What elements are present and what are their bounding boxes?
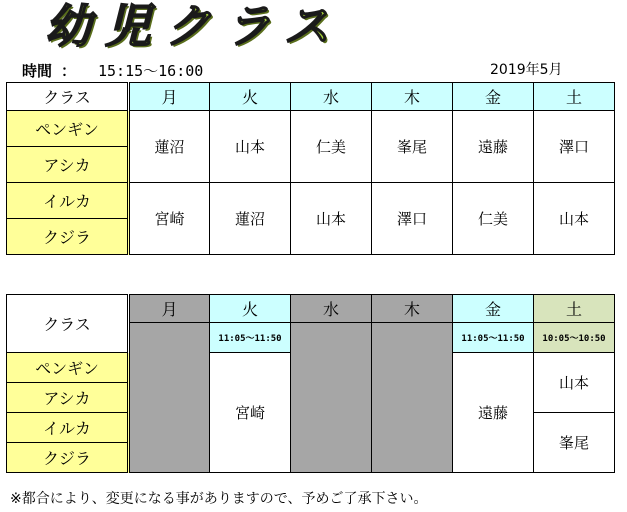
- class-header: クラス: [7, 83, 129, 111]
- time-fri: 11:05〜11:50: [453, 323, 534, 353]
- time-label: 時間 ：: [22, 62, 77, 80]
- teacher-cell: 山本: [291, 183, 372, 255]
- day-mon: 月: [129, 295, 210, 323]
- day-tue: 火: [210, 83, 291, 111]
- teacher-cell: 山本: [534, 353, 615, 413]
- teacher-cell: 山本: [210, 111, 291, 183]
- schedule-date: 2019年5月: [490, 62, 563, 78]
- day-sat: 土: [534, 83, 615, 111]
- time-tue: 11:05〜11:50: [210, 323, 291, 353]
- teacher-cell: 蓮沼: [129, 111, 210, 183]
- teacher-cell: 澤口: [534, 111, 615, 183]
- class-header: クラス: [7, 295, 129, 353]
- teacher-cell: 遠藤: [453, 111, 534, 183]
- day-fri: 金: [453, 295, 534, 323]
- teacher-cell: 峯尾: [372, 111, 453, 183]
- class-dolphin: イルカ: [7, 183, 129, 219]
- teacher-cell: 蓮沼: [210, 183, 291, 255]
- teacher-cell: 仁美: [291, 111, 372, 183]
- teacher-cell: 仁美: [453, 183, 534, 255]
- day-tue: 火: [210, 295, 291, 323]
- class-penguin: ペンギン: [7, 353, 129, 383]
- class-whale: クジラ: [7, 443, 129, 473]
- time-sat: 10:05〜10:50: [534, 323, 615, 353]
- page-title: 幼児クラス: [45, 0, 344, 53]
- teacher-cell: 遠藤: [453, 353, 534, 473]
- closed-cell: [129, 323, 210, 473]
- class-sealion: アシカ: [7, 383, 129, 413]
- day-sat: 土: [534, 295, 615, 323]
- schedule-table-1: [6, 82, 615, 255]
- class-penguin: ペンギン: [7, 111, 129, 147]
- day-thu: 木: [372, 83, 453, 111]
- day-fri: 金: [453, 83, 534, 111]
- closed-cell: [291, 323, 372, 473]
- time-value: 15:15〜16:00: [98, 62, 204, 80]
- footnote: ※都合により、変更になる事がありますので、予めご了承下さい。: [10, 491, 428, 507]
- teacher-cell: 峯尾: [534, 413, 615, 473]
- schedule-table-2: [6, 294, 615, 473]
- teacher-cell: 山本: [534, 183, 615, 255]
- closed-cell: [372, 323, 453, 473]
- class-whale: クジラ: [7, 219, 129, 255]
- class-dolphin: イルカ: [7, 413, 129, 443]
- teacher-cell: 澤口: [372, 183, 453, 255]
- teacher-cell: 宮崎: [129, 183, 210, 255]
- day-mon: 月: [129, 83, 210, 111]
- class-sealion: アシカ: [7, 147, 129, 183]
- teacher-cell: 宮崎: [210, 353, 291, 473]
- day-wed: 水: [291, 295, 372, 323]
- day-wed: 水: [291, 83, 372, 111]
- day-thu: 木: [372, 295, 453, 323]
